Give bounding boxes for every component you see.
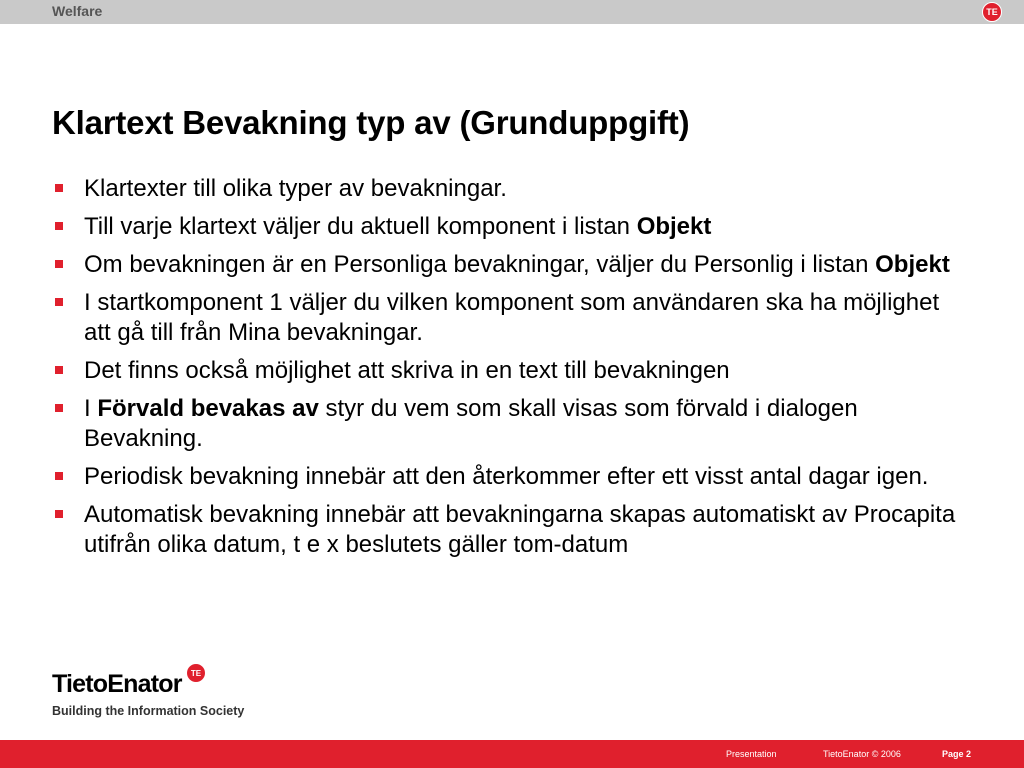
bullet-item <box>52 288 972 348</box>
bullet-item <box>52 394 972 454</box>
footer-bar <box>0 740 1024 768</box>
footer-page-number: Page 2 <box>942 749 972 759</box>
bullet-square-icon <box>55 404 63 412</box>
company-logo <box>52 664 252 720</box>
logo-tagline: Building the Information Society <box>52 704 245 718</box>
bullet-text: Klartexter till olika typer av bevakningar. <box>84 175 507 202</box>
bullet-item <box>52 500 972 560</box>
bullet-text: I startkomponent 1 väljer du vilken komponent som användaren ska ha möjlighet att gå till från Mina bevakningar. <box>84 289 940 346</box>
bullet-text: Till varje klartext väljer du aktuell komponent i listan <box>84 213 637 240</box>
section-label: Welfare <box>52 3 103 19</box>
te-logo-badge-icon: TE <box>186 663 206 683</box>
bullet-item <box>52 250 972 280</box>
bullet-square-icon <box>55 298 63 306</box>
logo-brand-text: TietoEnator <box>52 670 182 698</box>
bullet-square-icon <box>55 510 63 518</box>
bullet-square-icon <box>55 222 63 230</box>
bullet-text: Automatisk bevakning innebär att bevakningarna skapas automatiskt av Procapita utifrån olika datum, t e x beslutets gäller tom-datum <box>84 501 956 558</box>
bullet-item <box>52 212 972 242</box>
bullet-square-icon <box>55 472 63 480</box>
slide-title: Klartext Bevakning typ av (Grunduppgift) <box>52 104 690 141</box>
footer-presentation-label: Presentation <box>726 749 777 759</box>
bullet-text: I <box>84 395 98 422</box>
bullet-text-bold: Objekt <box>875 251 950 278</box>
bullet-list <box>52 174 972 568</box>
bullet-square-icon <box>55 366 63 374</box>
footer-copyright: TietoEnator © 2006 <box>823 749 901 759</box>
te-logo-icon: TE <box>982 2 1002 22</box>
top-header-bar <box>0 0 1024 24</box>
bullet-item <box>52 462 972 492</box>
bullet-square-icon <box>55 184 63 192</box>
bullet-text-bold: Objekt <box>636 213 712 240</box>
bullet-text: Periodisk bevakning innebär att den återkommer efter ett visst antal dagar igen. <box>84 463 929 490</box>
bullet-square-icon <box>55 260 63 268</box>
bullet-text-bold: Förvald bevakas av <box>97 395 319 422</box>
bullet-text: Det finns också möjlighet att skriva in en text till bevakningen <box>84 357 730 384</box>
bullet-item <box>52 356 972 386</box>
bullet-text: Om bevakningen är en Personliga bevakningar, väljer du Personlig i listan <box>84 251 876 278</box>
bullet-text: styr du vem som skall visas som förvald i dialogen Bevakning. <box>84 395 858 452</box>
bullet-item <box>52 174 972 204</box>
